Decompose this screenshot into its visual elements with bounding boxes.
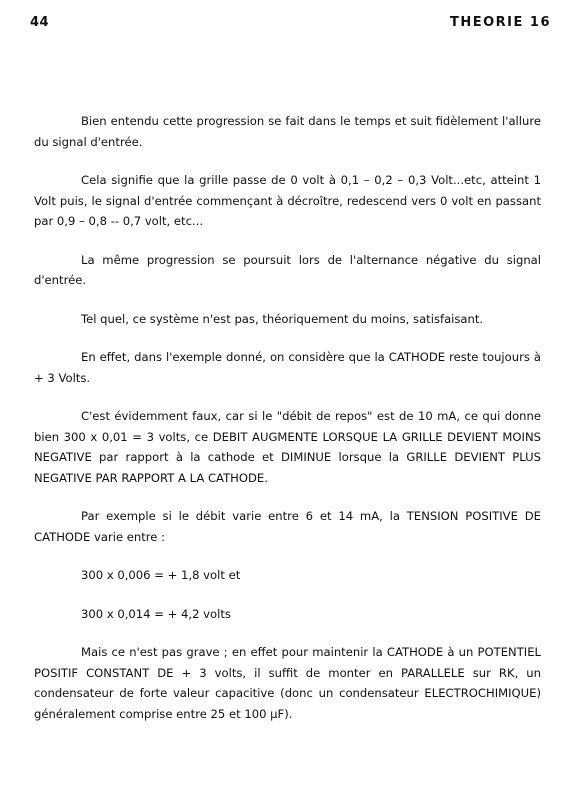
page-body xyxy=(34,111,541,724)
page-number: 44 xyxy=(30,15,50,30)
paragraph-8: Mais ce n'est pas grave ; en effet pour maintenir la CATHODE à un POTENTIEL POSITIF CONSTANT DE + 3 volts, il suffit de monter en PARALLELE sur RK, un condensateur de forte valeur capacitive (donc un condensateur ELECTROCHIMIQUE) généralement comprise entre 25 et 100 µF). xyxy=(34,645,541,721)
paragraph-3: La même progression se poursuit lors de l'alternance négative du signal d'entrée. xyxy=(34,252,541,287)
paragraph-4: Tel quel, ce système n'est pas, théoriquement du moins, satisfaisant. xyxy=(81,311,484,326)
paragraph-1: Bien entendu cette progression se fait dans le temps et suit fidèlement l'allure du signal d'entrée. xyxy=(34,114,541,149)
formula-2: 300 x 0,014 = + 4,2 volts xyxy=(81,606,231,621)
chapter-title: THEORIE 16 xyxy=(449,15,551,30)
paragraph-2: Cela signifie que la grille passe de 0 volt à 0,1 – 0,2 – 0,3 Volt...etc, atteint 1 Volt puis, le signal d'entrée commençant à décroître, redescend vers 0 volt en passant par 0,9 – 0,8 -- 0,7 volt, etc... xyxy=(34,173,541,228)
paragraph-7: Par exemple si le débit varie entre 6 et 14 mA, la TENSION POSITIVE DE CATHODE varie entre : xyxy=(34,509,541,544)
paragraph-6: C'est évidemment faux, car si le "débit de repos" est de 10 mA, ce qui donne bien 300 x 0,01 = 3 volts, ce DEBIT AUGMENTE LORSQUE LA GRILLE DEVIENT MOINS NEGATIVE par rapport à la cathode et DIMINUE lorsque la GRILLE DEVIENT PLUS NEGATIVE PAR RAPPORT A LA CATHODE. xyxy=(34,409,541,485)
formula-1: 300 x 0,006 = + 1,8 volt et xyxy=(81,568,241,582)
paragraph-5: En effet, dans l'exemple donné, on considère que la CATHODE reste toujours à + 3 Volts. xyxy=(34,350,541,385)
page-header xyxy=(30,15,551,35)
